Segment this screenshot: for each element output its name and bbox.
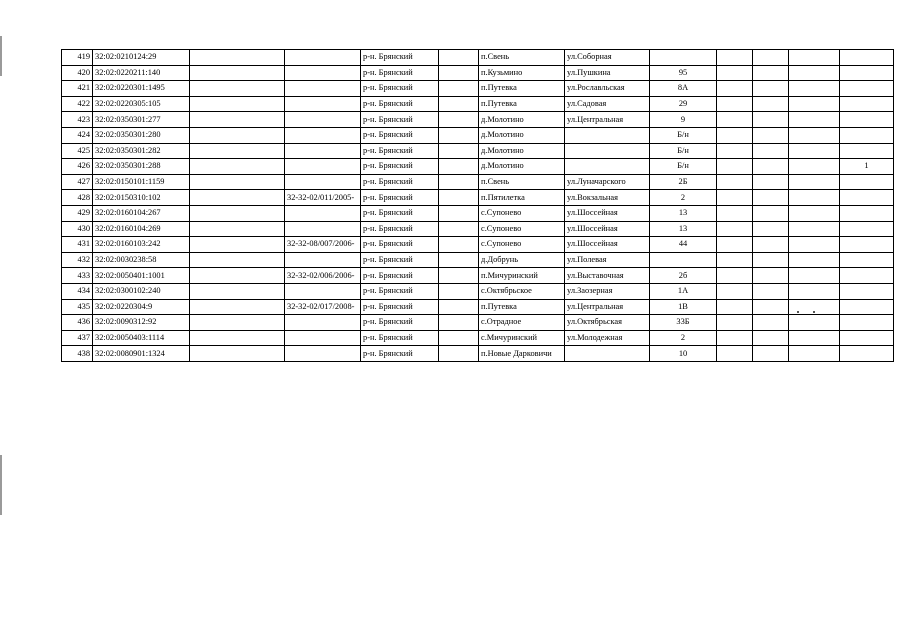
- empty-cell: [789, 268, 840, 284]
- cadastral-number-cell: 32:02:0160103:242: [93, 237, 190, 253]
- empty-cell: [190, 221, 285, 237]
- house-number-cell: 33Б: [650, 315, 717, 331]
- extra-value-cell: [840, 127, 894, 143]
- cadastral-number-cell: 32:02:0150310:102: [93, 190, 190, 206]
- registration-number-cell: [285, 50, 361, 66]
- empty-cell: [753, 96, 789, 112]
- registration-number-cell: [285, 96, 361, 112]
- empty-cell: [789, 127, 840, 143]
- district-cell: р-н. Брянский: [361, 81, 439, 97]
- row-number-cell: 423: [62, 112, 93, 128]
- row-number-cell: 426: [62, 159, 93, 175]
- row-number-cell: 434: [62, 283, 93, 299]
- empty-cell: [190, 299, 285, 315]
- table-row: [62, 315, 894, 331]
- scan-edge-mark: [0, 455, 2, 515]
- extra-value-cell: [840, 50, 894, 66]
- registration-number-cell: [285, 65, 361, 81]
- table-row: [62, 346, 894, 362]
- cadastral-number-cell: 32:02:0220304:9: [93, 299, 190, 315]
- registration-number-cell: [285, 346, 361, 362]
- street-cell: ул.Центральная: [565, 299, 650, 315]
- cadastral-number-cell: 32:02:0080901:1324: [93, 346, 190, 362]
- table-row: [62, 127, 894, 143]
- street-cell: ул.Луначарского: [565, 174, 650, 190]
- locality-cell: п.Мичуринский: [479, 268, 565, 284]
- empty-cell: [789, 237, 840, 253]
- locality-cell: д.Молотино: [479, 143, 565, 159]
- extra-value-cell: [840, 252, 894, 268]
- registration-number-cell: [285, 252, 361, 268]
- street-cell: ул.Садовая: [565, 96, 650, 112]
- row-number-cell: 421: [62, 81, 93, 97]
- district-cell: р-н. Брянский: [361, 221, 439, 237]
- table-row: [62, 283, 894, 299]
- house-number-cell: 2Б: [650, 174, 717, 190]
- row-number-cell: 429: [62, 205, 93, 221]
- street-cell: ул.Заозерная: [565, 283, 650, 299]
- cadastral-number-cell: 32:02:0030238:58: [93, 252, 190, 268]
- empty-cell: [753, 50, 789, 66]
- extra-value-cell: [840, 330, 894, 346]
- empty-cell: [190, 237, 285, 253]
- locality-cell: с.Супонево: [479, 205, 565, 221]
- empty-cell: [439, 65, 479, 81]
- empty-cell: [789, 221, 840, 237]
- locality-cell: п.Свень: [479, 50, 565, 66]
- row-number-cell: 424: [62, 127, 93, 143]
- empty-cell: [789, 81, 840, 97]
- empty-cell: [717, 237, 753, 253]
- registration-number-cell: 32-32-02/006/2006-: [285, 268, 361, 284]
- district-cell: р-н. Брянский: [361, 50, 439, 66]
- empty-cell: [789, 315, 840, 331]
- street-cell: [565, 127, 650, 143]
- empty-cell: [753, 205, 789, 221]
- extra-value-cell: [840, 96, 894, 112]
- row-number-cell: 422: [62, 96, 93, 112]
- street-cell: [565, 143, 650, 159]
- extra-value-cell: [840, 81, 894, 97]
- registration-number-cell: 32-32-02/011/2005-: [285, 190, 361, 206]
- empty-cell: [439, 174, 479, 190]
- cadastral-number-cell: 32:02:0350301:277: [93, 112, 190, 128]
- registration-number-cell: [285, 127, 361, 143]
- row-number-cell: 427: [62, 174, 93, 190]
- row-number-cell: 436: [62, 315, 93, 331]
- empty-cell: [190, 174, 285, 190]
- empty-cell: [439, 112, 479, 128]
- row-number-cell: 438: [62, 346, 93, 362]
- empty-cell: [789, 143, 840, 159]
- empty-cell: [717, 190, 753, 206]
- table-row: [62, 174, 894, 190]
- empty-cell: [753, 112, 789, 128]
- empty-cell: [717, 299, 753, 315]
- empty-cell: [717, 50, 753, 66]
- street-cell: ул.Центральная: [565, 112, 650, 128]
- district-cell: р-н. Брянский: [361, 299, 439, 315]
- locality-cell: д.Молотино: [479, 112, 565, 128]
- row-number-cell: 425: [62, 143, 93, 159]
- empty-cell: [789, 50, 840, 66]
- locality-cell: п.Пятилетка: [479, 190, 565, 206]
- house-number-cell: Б/н: [650, 159, 717, 175]
- extra-value-cell: [840, 346, 894, 362]
- row-number-cell: 437: [62, 330, 93, 346]
- district-cell: р-н. Брянский: [361, 127, 439, 143]
- empty-cell: [439, 315, 479, 331]
- house-number-cell: 1А: [650, 283, 717, 299]
- empty-cell: [190, 315, 285, 331]
- street-cell: [565, 159, 650, 175]
- district-cell: р-н. Брянский: [361, 268, 439, 284]
- district-cell: р-н. Брянский: [361, 65, 439, 81]
- street-cell: ул.Полевая: [565, 252, 650, 268]
- cadastral-number-cell: 32:02:0050403:1114: [93, 330, 190, 346]
- empty-cell: [753, 143, 789, 159]
- table-row: [62, 96, 894, 112]
- house-number-cell: [650, 252, 717, 268]
- empty-cell: [753, 221, 789, 237]
- house-number-cell: 1В: [650, 299, 717, 315]
- empty-cell: [789, 159, 840, 175]
- cadastral-number-cell: 32:02:0210124:29: [93, 50, 190, 66]
- empty-cell: [190, 127, 285, 143]
- table-row: [62, 50, 894, 66]
- empty-cell: [789, 174, 840, 190]
- registration-number-cell: [285, 143, 361, 159]
- cadastral-number-cell: 32:02:0150101:1159: [93, 174, 190, 190]
- cadastral-number-cell: 32:02:0350301:282: [93, 143, 190, 159]
- locality-cell: д.Молотино: [479, 127, 565, 143]
- house-number-cell: Б/н: [650, 127, 717, 143]
- locality-cell: с.Супонево: [479, 237, 565, 253]
- locality-cell: п.Путевка: [479, 299, 565, 315]
- empty-cell: [717, 112, 753, 128]
- empty-cell: [717, 205, 753, 221]
- empty-cell: [439, 221, 479, 237]
- empty-cell: [190, 159, 285, 175]
- cadastral-number-cell: 32:02:0220301:1495: [93, 81, 190, 97]
- extra-value-cell: [840, 283, 894, 299]
- table-row: [62, 81, 894, 97]
- locality-cell: с.Отрадное: [479, 315, 565, 331]
- extra-value-cell: [840, 268, 894, 284]
- table-row: [62, 268, 894, 284]
- street-cell: ул.Октябрьская: [565, 315, 650, 331]
- empty-cell: [190, 112, 285, 128]
- street-cell: ул.Соборная: [565, 50, 650, 66]
- cadastral-number-cell: 32:02:0160104:267: [93, 205, 190, 221]
- district-cell: р-н. Брянский: [361, 315, 439, 331]
- empty-cell: [753, 81, 789, 97]
- registration-number-cell: [285, 174, 361, 190]
- empty-cell: [789, 283, 840, 299]
- row-number-cell: 419: [62, 50, 93, 66]
- registration-number-cell: [285, 221, 361, 237]
- cadastral-number-cell: 32:02:0350301:280: [93, 127, 190, 143]
- empty-cell: [439, 159, 479, 175]
- district-cell: р-н. Брянский: [361, 112, 439, 128]
- table-row: [62, 65, 894, 81]
- registration-number-cell: [285, 81, 361, 97]
- cadastral-number-cell: 32:02:0090312:92: [93, 315, 190, 331]
- empty-cell: [439, 81, 479, 97]
- registration-number-cell: [285, 205, 361, 221]
- empty-cell: [717, 330, 753, 346]
- empty-cell: [789, 299, 840, 315]
- street-cell: ул.Рославльская: [565, 81, 650, 97]
- empty-cell: [753, 346, 789, 362]
- empty-cell: [789, 205, 840, 221]
- table-row: [62, 143, 894, 159]
- street-cell: ул.Молодежная: [565, 330, 650, 346]
- empty-cell: [190, 252, 285, 268]
- street-cell: ул.Пушкина: [565, 65, 650, 81]
- empty-cell: [439, 299, 479, 315]
- empty-cell: [190, 81, 285, 97]
- empty-cell: [717, 283, 753, 299]
- street-cell: ул.Вокзальная: [565, 190, 650, 206]
- row-number-cell: 428: [62, 190, 93, 206]
- empty-cell: [439, 96, 479, 112]
- house-number-cell: 44: [650, 237, 717, 253]
- empty-cell: [190, 96, 285, 112]
- table-row: [62, 205, 894, 221]
- district-cell: р-н. Брянский: [361, 143, 439, 159]
- empty-cell: [717, 252, 753, 268]
- empty-cell: [439, 283, 479, 299]
- empty-cell: [717, 268, 753, 284]
- empty-cell: [789, 65, 840, 81]
- empty-cell: [717, 221, 753, 237]
- empty-cell: [190, 143, 285, 159]
- locality-cell: с.Мичуринский: [479, 330, 565, 346]
- empty-cell: [439, 268, 479, 284]
- street-cell: [565, 346, 650, 362]
- district-cell: р-н. Брянский: [361, 174, 439, 190]
- table-row: [62, 252, 894, 268]
- empty-cell: [753, 174, 789, 190]
- extra-value-cell: [840, 237, 894, 253]
- empty-cell: [190, 330, 285, 346]
- locality-cell: с.Октябрьское: [479, 283, 565, 299]
- empty-cell: [190, 283, 285, 299]
- empty-cell: [753, 237, 789, 253]
- empty-cell: [190, 50, 285, 66]
- empty-cell: [753, 127, 789, 143]
- table-row: [62, 330, 894, 346]
- extra-value-cell: [840, 190, 894, 206]
- empty-cell: [753, 299, 789, 315]
- registration-number-cell: [285, 283, 361, 299]
- house-number-cell: 29: [650, 96, 717, 112]
- district-cell: р-н. Брянский: [361, 283, 439, 299]
- empty-cell: [439, 330, 479, 346]
- district-cell: р-н. Брянский: [361, 252, 439, 268]
- table-body: [62, 50, 894, 362]
- locality-cell: п.Путевка: [479, 81, 565, 97]
- locality-cell: с.Супонево: [479, 221, 565, 237]
- empty-cell: [717, 96, 753, 112]
- empty-cell: [717, 174, 753, 190]
- district-cell: р-н. Брянский: [361, 205, 439, 221]
- district-cell: р-н. Брянский: [361, 159, 439, 175]
- empty-cell: [439, 143, 479, 159]
- empty-cell: [717, 81, 753, 97]
- table-row: [62, 221, 894, 237]
- street-cell: ул.Шоссейная: [565, 221, 650, 237]
- empty-cell: [439, 205, 479, 221]
- locality-cell: п.Кузьмино: [479, 65, 565, 81]
- extra-value-cell: [840, 205, 894, 221]
- district-cell: р-н. Брянский: [361, 330, 439, 346]
- extra-value-cell: 1: [840, 159, 894, 175]
- cadastral-number-cell: 32:02:0050401:1001: [93, 268, 190, 284]
- house-number-cell: 2: [650, 330, 717, 346]
- street-cell: ул.Шоссейная: [565, 205, 650, 221]
- district-cell: р-н. Брянский: [361, 346, 439, 362]
- cadastral-number-cell: 32:02:0160104:269: [93, 221, 190, 237]
- locality-cell: п.Новые Дарковичи: [479, 346, 565, 362]
- extra-value-cell: [840, 174, 894, 190]
- house-number-cell: Б/н: [650, 143, 717, 159]
- empty-cell: [753, 283, 789, 299]
- empty-cell: [789, 112, 840, 128]
- empty-cell: [190, 190, 285, 206]
- district-cell: р-н. Брянский: [361, 96, 439, 112]
- empty-cell: [717, 127, 753, 143]
- empty-cell: [439, 50, 479, 66]
- row-number-cell: 431: [62, 237, 93, 253]
- empty-cell: [439, 346, 479, 362]
- empty-cell: [717, 346, 753, 362]
- house-number-cell: 13: [650, 221, 717, 237]
- empty-cell: [717, 315, 753, 331]
- extra-value-cell: [840, 65, 894, 81]
- district-cell: р-н. Брянский: [361, 190, 439, 206]
- house-number-cell: 2: [650, 190, 717, 206]
- registration-number-cell: [285, 330, 361, 346]
- extra-value-cell: [840, 315, 894, 331]
- empty-cell: [190, 346, 285, 362]
- property-registry-table: [61, 49, 894, 362]
- table-row: [62, 190, 894, 206]
- locality-cell: д.Молотино: [479, 159, 565, 175]
- row-number-cell: 432: [62, 252, 93, 268]
- table-row: [62, 112, 894, 128]
- street-cell: ул.Шоссейная: [565, 237, 650, 253]
- locality-cell: п.Свень: [479, 174, 565, 190]
- row-number-cell: 435: [62, 299, 93, 315]
- house-number-cell: [650, 50, 717, 66]
- empty-cell: [190, 205, 285, 221]
- cadastral-number-cell: 32:02:0300102:240: [93, 283, 190, 299]
- extra-value-cell: [840, 112, 894, 128]
- row-number-cell: 433: [62, 268, 93, 284]
- registration-number-cell: [285, 112, 361, 128]
- scan-edge-mark: [0, 36, 2, 76]
- street-cell: ул.Выставочная: [565, 268, 650, 284]
- house-number-cell: 95: [650, 65, 717, 81]
- empty-cell: [753, 268, 789, 284]
- locality-cell: д.Добрунь: [479, 252, 565, 268]
- empty-cell: [789, 252, 840, 268]
- empty-cell: [439, 190, 479, 206]
- empty-cell: [789, 330, 840, 346]
- house-number-cell: 13: [650, 205, 717, 221]
- house-number-cell: 8А: [650, 81, 717, 97]
- empty-cell: [753, 315, 789, 331]
- row-number-cell: 420: [62, 65, 93, 81]
- registration-number-cell: 32-32-08/007/2006-: [285, 237, 361, 253]
- registration-number-cell: [285, 315, 361, 331]
- empty-cell: [753, 190, 789, 206]
- house-number-cell: 10: [650, 346, 717, 362]
- empty-cell: [753, 252, 789, 268]
- row-number-cell: 430: [62, 221, 93, 237]
- registration-number-cell: [285, 159, 361, 175]
- extra-value-cell: [840, 221, 894, 237]
- cadastral-number-cell: 32:02:0220305:105: [93, 96, 190, 112]
- empty-cell: [190, 65, 285, 81]
- cadastral-number-cell: 32:02:0220211:140: [93, 65, 190, 81]
- empty-cell: [190, 268, 285, 284]
- empty-cell: [753, 330, 789, 346]
- table-row: [62, 299, 894, 315]
- empty-cell: [439, 252, 479, 268]
- empty-cell: [789, 190, 840, 206]
- empty-cell: [439, 127, 479, 143]
- empty-cell: [789, 346, 840, 362]
- empty-cell: [789, 96, 840, 112]
- empty-cell: [753, 159, 789, 175]
- registration-number-cell: 32-32-02/017/2008-: [285, 299, 361, 315]
- table-row: [62, 237, 894, 253]
- table-row: [62, 159, 894, 175]
- extra-value-cell: [840, 143, 894, 159]
- empty-cell: [717, 65, 753, 81]
- empty-cell: [717, 143, 753, 159]
- empty-cell: [439, 237, 479, 253]
- locality-cell: п.Путевка: [479, 96, 565, 112]
- house-number-cell: 2б: [650, 268, 717, 284]
- empty-cell: [717, 159, 753, 175]
- district-cell: р-н. Брянский: [361, 237, 439, 253]
- empty-cell: [753, 65, 789, 81]
- cadastral-number-cell: 32:02:0350301:288: [93, 159, 190, 175]
- extra-value-cell: [840, 299, 894, 315]
- house-number-cell: 9: [650, 112, 717, 128]
